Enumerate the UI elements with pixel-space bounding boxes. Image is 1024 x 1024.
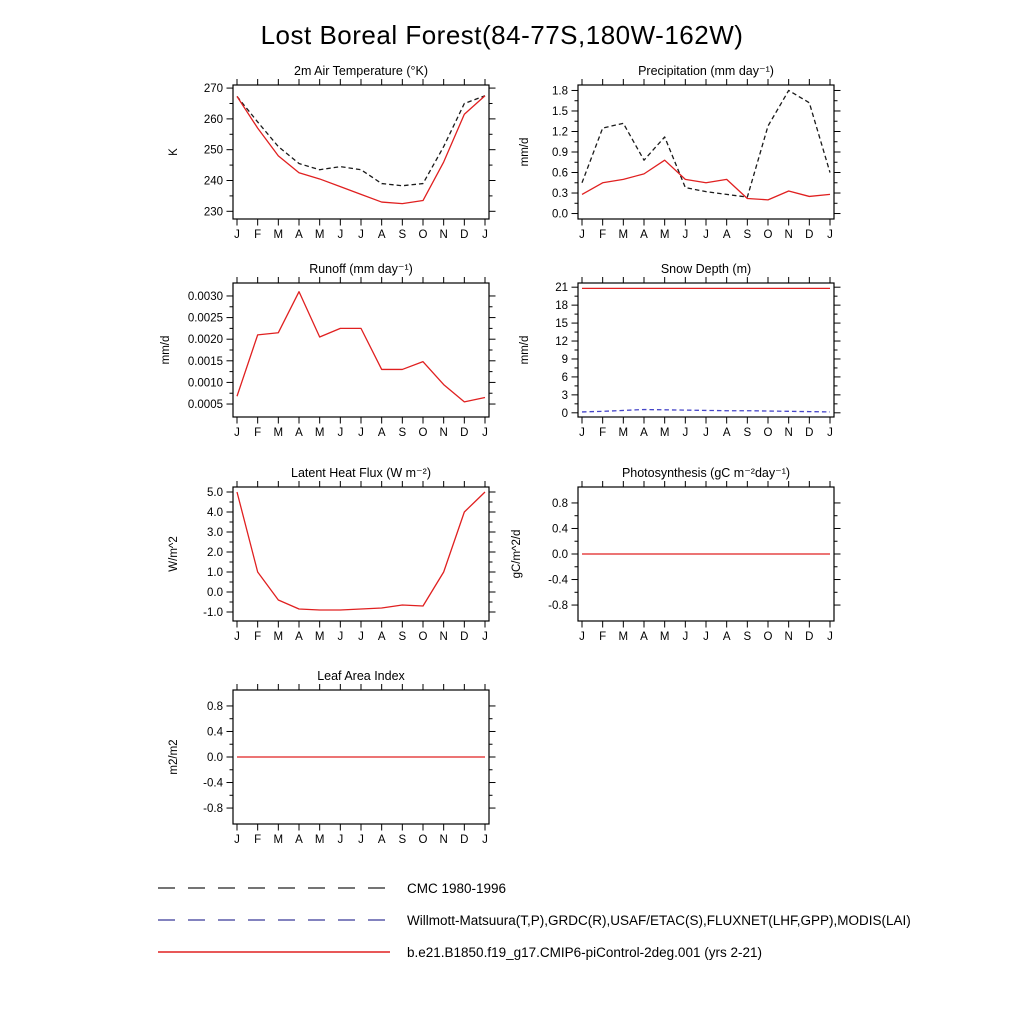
svg-text:J: J [703,427,709,439]
svg-text:240: 240 [203,175,223,188]
svg-text:A: A [722,427,731,439]
svg-text:F: F [254,427,262,439]
svg-text:18: 18 [555,300,568,313]
svg-text:J: J [703,229,709,241]
svg-text:A: A [295,631,303,643]
panel-title: Latent Heat Flux (W m⁻²) [291,466,431,480]
svg-text:N: N [439,427,448,439]
svg-text:4.0: 4.0 [207,507,223,519]
svg-text:0.0: 0.0 [552,549,568,561]
svg-text:M: M [618,631,629,643]
svg-text:D: D [460,229,469,241]
svg-text:-0.4: -0.4 [548,574,568,587]
legend-line-red-solid [158,946,390,958]
svg-text:A: A [377,834,386,846]
svg-text:J: J [827,229,833,241]
svg-text:D: D [805,631,814,643]
svg-text:J: J [482,229,488,241]
panel-title: Precipitation (mm day⁻¹) [638,64,774,78]
svg-text:21: 21 [555,282,568,295]
svg-text:A: A [377,427,386,439]
panel-latent-heat-flux [137,462,509,662]
svg-text:J: J [703,631,709,643]
svg-text:0: 0 [561,407,568,420]
svg-text:M: M [314,229,325,241]
svg-text:M: M [314,834,325,846]
svg-text:A: A [640,229,648,241]
y-axis-label: K [168,148,180,156]
svg-text:0.3: 0.3 [552,188,568,201]
svg-text:M: M [273,834,284,846]
svg-text:M: M [659,427,670,439]
svg-text:0.0005: 0.0005 [187,399,223,412]
svg-text:1.8: 1.8 [552,85,568,98]
svg-text:A: A [722,631,731,643]
y-axis-label: mm/d [160,335,172,365]
runoff-chart [137,258,509,458]
svg-text:J: J [682,427,689,439]
svg-text:1.5: 1.5 [552,105,568,118]
legend-row-cmc [158,872,911,904]
panel-runoff [137,258,509,458]
svg-text:N: N [784,427,793,439]
svg-text:0.0: 0.0 [207,752,223,764]
panel-precipitation [482,60,854,260]
svg-text:M: M [273,229,284,241]
panel-title: Runoff (mm day⁻¹) [309,262,413,276]
svg-text:1.0: 1.0 [207,567,223,579]
svg-text:F: F [254,631,262,643]
y-axis-label: m2/m2 [168,739,180,775]
svg-text:5.0: 5.0 [207,487,223,499]
svg-text:3.0: 3.0 [207,527,223,539]
svg-text:A: A [295,834,303,846]
svg-text:J: J [579,427,585,439]
svg-text:M: M [273,631,284,643]
svg-text:J: J [482,834,488,846]
y-axis-label: gC/m^2/d [511,529,523,579]
svg-text:0.0025: 0.0025 [187,312,223,325]
svg-text:J: J [234,834,240,846]
svg-text:A: A [640,427,648,439]
svg-text:J: J [682,229,689,241]
legend-label: Willmott-Matsuura(T,P),GRDC(R),USAF/ETAC(S),FLUXNET(LHF,GPP),MODIS(LAI) [407,912,911,928]
svg-text:F: F [599,631,607,643]
svg-text:0.0010: 0.0010 [187,377,223,390]
svg-text:J: J [337,834,344,846]
svg-text:9: 9 [561,353,568,366]
svg-text:A: A [377,631,386,643]
svg-text:15: 15 [555,318,568,331]
precipitation-chart [482,60,854,260]
svg-text:12: 12 [555,336,568,349]
svg-text:J: J [234,631,240,643]
svg-text:O: O [763,229,773,241]
y-axis-label: mm/d [519,335,531,365]
svg-text:J: J [358,834,364,846]
legend-label: b.e21.B1850.f19_g17.CMIP6-piControl-2deg.001 (yrs 2-21) [407,944,762,960]
svg-text:S: S [398,427,407,439]
svg-text:0.0030: 0.0030 [187,290,223,303]
svg-text:-0.8: -0.8 [203,803,223,816]
svg-text:J: J [579,229,585,241]
svg-text:F: F [599,427,607,439]
svg-text:S: S [398,834,407,846]
snow-depth-chart [482,258,854,458]
svg-text:N: N [784,631,793,643]
svg-text:0.8: 0.8 [207,700,223,713]
svg-text:J: J [337,631,344,643]
svg-text:A: A [640,631,648,643]
svg-text:-0.4: -0.4 [203,777,223,790]
svg-text:J: J [358,229,364,241]
svg-text:J: J [682,631,689,643]
svg-text:J: J [358,427,364,439]
svg-text:N: N [439,834,448,846]
svg-text:S: S [743,631,752,643]
legend-line-black-dashed [158,882,390,894]
svg-text:260: 260 [203,113,223,126]
svg-text:N: N [439,229,448,241]
legend [158,872,911,968]
svg-text:A: A [295,229,303,241]
svg-text:0.0015: 0.0015 [187,355,223,368]
svg-text:J: J [358,631,364,643]
svg-text:M: M [314,427,325,439]
svg-text:D: D [805,229,814,241]
svg-text:J: J [337,427,344,439]
legend-row-model [158,936,911,968]
svg-text:0.8: 0.8 [552,497,568,510]
svg-text:D: D [805,427,814,439]
svg-text:0.0020: 0.0020 [187,334,223,347]
svg-text:M: M [659,229,670,241]
svg-text:M: M [618,427,629,439]
svg-text:0.4: 0.4 [207,726,223,739]
svg-text:O: O [418,834,428,846]
panel-photosynthesis [482,462,854,662]
svg-text:F: F [254,834,262,846]
svg-text:O: O [418,631,428,643]
svg-text:-0.8: -0.8 [548,600,568,613]
legend-line-blue-dashed [158,914,390,926]
svg-text:J: J [827,427,833,439]
svg-text:J: J [482,427,488,439]
panel-title: Photosynthesis (gC m⁻²day⁻¹) [621,466,791,480]
panel-title: Snow Depth (m) [660,262,752,276]
legend-row-obs [158,904,911,936]
svg-text:F: F [599,229,607,241]
panel-title: 2m Air Temperature (°K) [294,64,428,78]
svg-text:F: F [254,229,262,241]
svg-text:2.0: 2.0 [207,547,223,559]
latent-heat-flux-chart [137,462,509,662]
svg-text:A: A [722,229,731,241]
svg-text:J: J [482,631,488,643]
svg-text:J: J [827,631,833,643]
svg-text:S: S [743,427,752,439]
svg-text:S: S [743,229,752,241]
svg-text:M: M [659,631,670,643]
air-temperature-chart [137,60,509,260]
svg-text:M: M [618,229,629,241]
svg-text:N: N [784,229,793,241]
svg-text:D: D [460,427,469,439]
svg-text:J: J [234,229,240,241]
panel-snow-depth [482,258,854,458]
y-axis-label: W/m^2 [168,536,180,572]
svg-text:D: D [460,631,469,643]
svg-text:3: 3 [561,389,568,402]
svg-text:J: J [234,427,240,439]
svg-text:J: J [337,229,344,241]
panel-leaf-area-index [137,665,509,865]
svg-text:-1.0: -1.0 [203,607,223,619]
svg-text:270: 270 [203,83,223,96]
leaf-area-index-chart [137,665,509,865]
legend-label: CMC 1980-1996 [407,880,507,896]
svg-text:A: A [377,229,386,241]
svg-text:1.2: 1.2 [552,126,568,139]
svg-text:0.6: 0.6 [552,167,568,180]
svg-text:M: M [314,631,325,643]
y-axis-label: mm/d [519,137,531,167]
svg-text:S: S [398,229,407,241]
svg-text:6: 6 [561,371,568,384]
svg-text:O: O [763,631,773,643]
photosynthesis-chart [482,462,854,662]
svg-text:230: 230 [203,206,223,219]
svg-text:A: A [295,427,303,439]
svg-text:M: M [273,427,284,439]
svg-text:O: O [418,229,428,241]
figure-title: Lost Boreal Forest(84-77S,180W-162W) [260,20,744,50]
svg-text:0.0: 0.0 [552,208,568,221]
svg-text:D: D [460,834,469,846]
svg-text:0.4: 0.4 [552,523,568,536]
svg-text:N: N [439,631,448,643]
svg-text:O: O [418,427,428,439]
svg-text:250: 250 [203,144,223,157]
svg-text:S: S [398,631,407,643]
svg-text:J: J [579,631,585,643]
panel-title: Leaf Area Index [317,669,405,683]
svg-text:0.9: 0.9 [552,147,568,159]
svg-text:O: O [763,427,773,439]
svg-text:0.0: 0.0 [207,587,223,599]
panel-2m-air-temperature [137,60,509,260]
